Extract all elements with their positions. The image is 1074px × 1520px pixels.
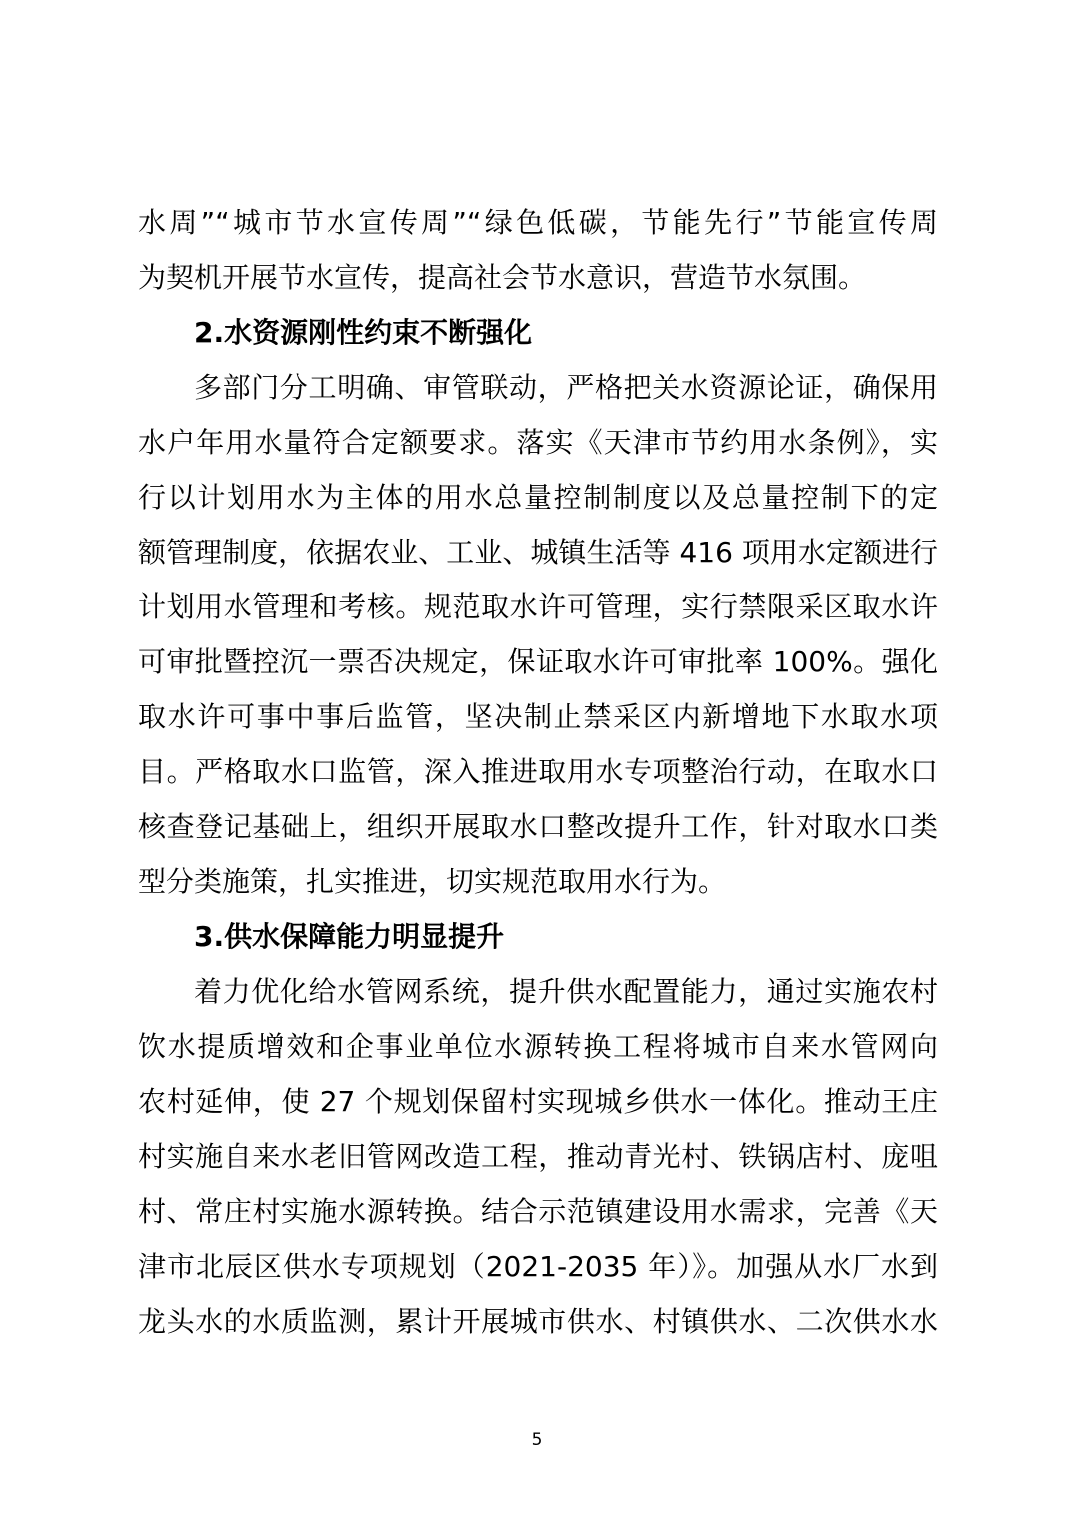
body-text-line: 津市北辰区供水专项规划（2021-2035 年）》。加强从水厂水到: [138, 1250, 938, 1283]
body-text-line: 水周”“城市节水宣传周”“绿色低碳，节能先行”节能宣传周: [138, 206, 938, 239]
body-text-line: 核查登记基础上，组织开展取水口整改提升工作，针对取水口类: [138, 810, 938, 843]
body-text-line: 多部门分工明确、审管联动，严格把关水资源论证，确保用: [194, 371, 938, 404]
body-text-line: 村实施自来水老旧管网改造工程，推动青光村、铁锅店村、庞咀: [138, 1140, 938, 1173]
body-text-line: 行以计划用水为主体的用水总量控制制度以及总量控制下的定: [138, 481, 938, 514]
body-text-line: 龙头水的水质监测，累计开展城市供水、村镇供水、二次供水水: [138, 1305, 938, 1338]
body-text-line: 计划用水管理和考核。规范取水许可管理，实行禁限采区取水许: [138, 590, 938, 623]
body-text-line: 目。严格取水口监管，深入推进取用水专项整治行动，在取水口: [138, 755, 938, 788]
body-text-line: 型分类施策，扎实推进，切实规范取用水行为。: [138, 865, 727, 898]
body-text-line: 农村延伸，使 27 个规划保留村实现城乡供水一体化。推动王庄: [138, 1085, 938, 1118]
body-text-line: 额管理制度，依据农业、工业、城镇生活等 416 项用水定额进行: [138, 536, 938, 569]
section-heading: 2.水资源刚性约束不断强化: [194, 316, 533, 349]
body-text-line: 为契机开展节水宣传，提高社会节水意识，营造节水氛围。: [138, 261, 867, 294]
body-text-line: 村、常庄村实施水源转换。结合示范镇建设用水需求，完善《天: [138, 1195, 938, 1228]
body-text-line: 着力优化给水管网系统，提升供水配置能力，通过实施农村: [194, 975, 938, 1008]
body-text-line: 水户年用水量符合定额要求。落实《天津市节约用水条例》，实: [138, 426, 938, 459]
page-number: 5: [531, 1430, 543, 1450]
body-text-line: 可审批暨控沉一票否决规定，保证取水许可审批率 100%。强化: [138, 645, 938, 678]
body-text-line: 取水许可事中事后监管，坚决制止禁采区内新增地下水取水项: [138, 700, 938, 733]
body-text-line: 饮水提质增效和企事业单位水源转换工程将城市自来水管网向: [138, 1030, 938, 1063]
section-heading: 3.供水保障能力明显提升: [194, 920, 505, 953]
